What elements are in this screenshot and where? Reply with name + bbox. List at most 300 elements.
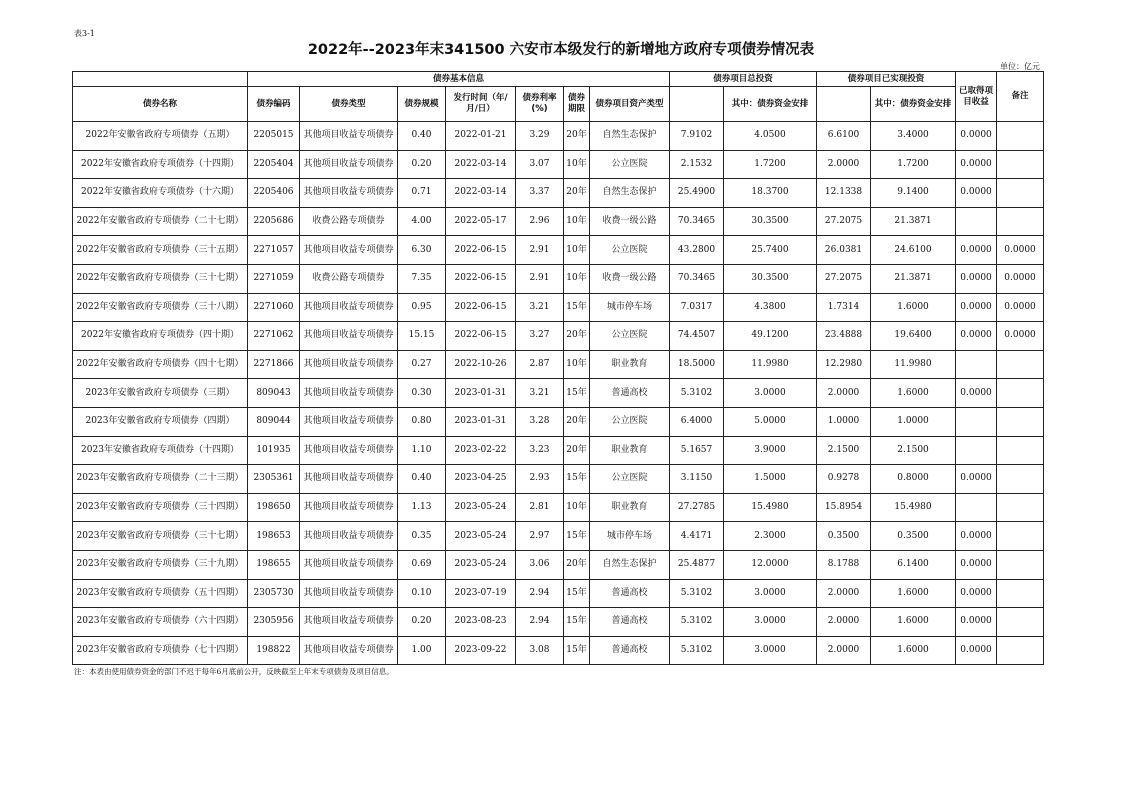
cell-name: 2023年安徽省政府专项债券（七十四期） (73, 636, 248, 665)
cell-term: 20年 (564, 122, 590, 151)
cell-code: 2305730 (248, 579, 300, 608)
cell-realized-bond: 1.7200 (871, 150, 956, 179)
table-row (73, 379, 1044, 408)
cell-remark (997, 636, 1044, 665)
cell-type: 其他项目收益专项债券 (300, 379, 398, 408)
cell-type: 其他项目收益专项债券 (300, 179, 398, 208)
bond-table (72, 71, 1044, 665)
table-row (73, 179, 1044, 208)
cell-rate: 2.91 (516, 236, 564, 265)
cell-code: 2271062 (248, 322, 300, 351)
cell-remark (997, 436, 1044, 465)
cell-term: 20年 (564, 550, 590, 579)
cell-total: 27.2785 (670, 493, 724, 522)
table-row (73, 493, 1044, 522)
cell-scale: 0.30 (398, 379, 446, 408)
cell-type: 其他项目收益专项债券 (300, 150, 398, 179)
cell-date: 2022-05-17 (446, 207, 516, 236)
cell-asset: 普通高校 (590, 579, 670, 608)
cell-rate: 3.27 (516, 322, 564, 351)
cell-scale: 1.10 (398, 436, 446, 465)
cell-remark (997, 465, 1044, 494)
cell-name: 2023年安徽省政府专项债券（五十四期） (73, 579, 248, 608)
header-term: 债券期限 (564, 87, 590, 122)
cell-term: 20年 (564, 436, 590, 465)
cell-scale: 0.20 (398, 608, 446, 637)
cell-code: 2305361 (248, 465, 300, 494)
table-row (73, 150, 1044, 179)
table-row (73, 236, 1044, 265)
cell-date: 2023-04-25 (446, 465, 516, 494)
cell-asset: 职业教育 (590, 350, 670, 379)
cell-name: 2023年安徽省政府专项债券（三十九期） (73, 550, 248, 579)
cell-date: 2023-07-19 (446, 579, 516, 608)
cell-total-bond: 1.7200 (724, 150, 817, 179)
cell-total-bond: 2.3000 (724, 522, 817, 551)
cell-rate: 3.23 (516, 436, 564, 465)
cell-income (956, 493, 997, 522)
cell-rate: 2.93 (516, 465, 564, 494)
cell-date: 2022-06-15 (446, 293, 516, 322)
cell-rate: 2.94 (516, 579, 564, 608)
cell-remark: 0.0000 (997, 264, 1044, 293)
cell-realized-bond: 2.1500 (871, 436, 956, 465)
cell-rate: 3.08 (516, 636, 564, 665)
cell-code: 198822 (248, 636, 300, 665)
cell-total: 25.4900 (670, 179, 724, 208)
cell-income: 0.0000 (956, 379, 997, 408)
cell-remark (997, 122, 1044, 151)
cell-income: 0.0000 (956, 579, 997, 608)
cell-asset: 收费一级公路 (590, 264, 670, 293)
cell-realized: 2.1500 (817, 436, 871, 465)
cell-realized-bond: 11.9980 (871, 350, 956, 379)
cell-total: 43.2800 (670, 236, 724, 265)
cell-realized-bond: 1.6000 (871, 636, 956, 665)
cell-code: 198655 (248, 550, 300, 579)
table-row (73, 436, 1044, 465)
cell-realized-bond: 0.8000 (871, 465, 956, 494)
cell-total-bond: 12.0000 (724, 550, 817, 579)
cell-remark (997, 493, 1044, 522)
cell-code: 809044 (248, 407, 300, 436)
cell-date: 2023-05-24 (446, 550, 516, 579)
cell-realized-bond: 9.1400 (871, 179, 956, 208)
cell-date: 2022-03-14 (446, 179, 516, 208)
cell-type: 其他项目收益专项债券 (300, 550, 398, 579)
cell-name: 2023年安徽省政府专项债券（二十三期） (73, 465, 248, 494)
cell-realized: 1.7314 (817, 293, 871, 322)
cell-income (956, 436, 997, 465)
cell-realized-bond: 21.3871 (871, 207, 956, 236)
cell-term: 15年 (564, 579, 590, 608)
cell-name: 2022年安徽省政府专项债券（四十七期） (73, 350, 248, 379)
cell-code: 101935 (248, 436, 300, 465)
cell-total: 5.3102 (670, 379, 724, 408)
header-realized-blank (817, 87, 871, 122)
cell-type: 其他项目收益专项债券 (300, 608, 398, 637)
cell-remark (997, 550, 1044, 579)
cell-remark (997, 179, 1044, 208)
cell-date: 2023-01-31 (446, 379, 516, 408)
header-code: 债券编码 (248, 87, 300, 122)
cell-scale: 0.20 (398, 150, 446, 179)
cell-code: 2205686 (248, 207, 300, 236)
cell-asset: 职业教育 (590, 493, 670, 522)
cell-asset: 自然生态保护 (590, 179, 670, 208)
cell-scale: 0.95 (398, 293, 446, 322)
cell-rate: 3.37 (516, 179, 564, 208)
footnote: 注：本表由使用债券资金的部门不迟于每年6月底前公开，反映截至上年末专项债券及项目信息。 (74, 667, 394, 676)
cell-realized: 27.2075 (817, 264, 871, 293)
cell-name: 2022年安徽省政府专项债券（五期） (73, 122, 248, 151)
cell-realized-bond: 15.4980 (871, 493, 956, 522)
header-total-bond-funds: 其中：债券资金安排 (724, 87, 817, 122)
document-label: 表3-1 (74, 29, 95, 38)
table-row (73, 293, 1044, 322)
cell-scale: 6.30 (398, 236, 446, 265)
cell-remark: 0.0000 (997, 322, 1044, 351)
cell-realized-bond: 1.0000 (871, 407, 956, 436)
cell-total: 7.9102 (670, 122, 724, 151)
cell-realized-bond: 19.6400 (871, 322, 956, 351)
cell-realized: 0.3500 (817, 522, 871, 551)
cell-realized: 6.6100 (817, 122, 871, 151)
cell-asset: 公立医院 (590, 236, 670, 265)
cell-total: 25.4877 (670, 550, 724, 579)
cell-asset: 普通高校 (590, 608, 670, 637)
cell-scale: 0.71 (398, 179, 446, 208)
cell-income (956, 350, 997, 379)
cell-type: 其他项目收益专项债券 (300, 636, 398, 665)
cell-income: 0.0000 (956, 522, 997, 551)
cell-rate: 3.28 (516, 407, 564, 436)
cell-term: 10年 (564, 150, 590, 179)
cell-code: 2205015 (248, 122, 300, 151)
cell-realized-bond: 21.3871 (871, 264, 956, 293)
cell-type: 其他项目收益专项债券 (300, 465, 398, 494)
cell-rate: 2.94 (516, 608, 564, 637)
header-rate: 债券利率(%) (516, 87, 564, 122)
header-asset-type: 债券项目资产类型 (590, 87, 670, 122)
header-income: 已取得项目收益 (956, 72, 997, 122)
cell-type: 其他项目收益专项债券 (300, 293, 398, 322)
cell-term: 10年 (564, 207, 590, 236)
cell-scale: 0.69 (398, 550, 446, 579)
cell-realized-bond: 24.6100 (871, 236, 956, 265)
cell-realized: 2.0000 (817, 579, 871, 608)
page-title: 2022年--2023年末341500 六安市本级发行的新增地方政府专项债券情况表 (307, 42, 815, 58)
cell-type: 其他项目收益专项债券 (300, 236, 398, 265)
table-row (73, 407, 1044, 436)
cell-total-bond: 49.1200 (724, 322, 817, 351)
cell-code: 2271866 (248, 350, 300, 379)
cell-term: 10年 (564, 264, 590, 293)
table-body (73, 122, 1044, 665)
cell-name: 2023年安徽省政府专项债券（三十四期） (73, 493, 248, 522)
header-issue-date: 发行时间（年/月/日） (446, 87, 516, 122)
cell-rate: 3.06 (516, 550, 564, 579)
cell-income: 0.0000 (956, 608, 997, 637)
cell-date: 2022-01-21 (446, 122, 516, 151)
cell-remark (997, 379, 1044, 408)
cell-rate: 2.87 (516, 350, 564, 379)
cell-income: 0.0000 (956, 322, 997, 351)
cell-realized-bond: 1.6000 (871, 579, 956, 608)
cell-date: 2023-08-23 (446, 608, 516, 637)
cell-income: 0.0000 (956, 636, 997, 665)
table-row (73, 350, 1044, 379)
cell-total: 6.4000 (670, 407, 724, 436)
cell-type: 其他项目收益专项债券 (300, 122, 398, 151)
cell-realized: 2.0000 (817, 636, 871, 665)
table-row (73, 522, 1044, 551)
cell-total: 74.4507 (670, 322, 724, 351)
cell-total-bond: 3.0000 (724, 608, 817, 637)
header-scale: 债券规模 (398, 87, 446, 122)
cell-realized-bond: 1.6000 (871, 293, 956, 322)
cell-name: 2022年安徽省政府专项债券（十四期） (73, 150, 248, 179)
table-row (73, 550, 1044, 579)
cell-remark (997, 207, 1044, 236)
cell-realized: 12.2980 (817, 350, 871, 379)
cell-remark (997, 579, 1044, 608)
cell-total-bond: 3.0000 (724, 579, 817, 608)
cell-code: 2205404 (248, 150, 300, 179)
header-type: 债券类型 (300, 87, 398, 122)
cell-scale: 0.35 (398, 522, 446, 551)
cell-realized-bond: 1.6000 (871, 608, 956, 637)
cell-realized: 26.0381 (817, 236, 871, 265)
cell-total-bond: 3.0000 (724, 379, 817, 408)
cell-type: 其他项目收益专项债券 (300, 493, 398, 522)
header-remarks: 备注 (997, 72, 1044, 122)
unit-label: 单位：亿元 (1000, 62, 1040, 71)
cell-rate: 2.81 (516, 493, 564, 522)
cell-realized-bond: 6.1400 (871, 550, 956, 579)
cell-total-bond: 15.4980 (724, 493, 817, 522)
cell-name: 2023年安徽省政府专项债券（三十七期） (73, 522, 248, 551)
cell-asset: 公立医院 (590, 465, 670, 494)
cell-date: 2023-05-24 (446, 493, 516, 522)
cell-realized: 15.8954 (817, 493, 871, 522)
cell-term: 10年 (564, 236, 590, 265)
cell-realized: 1.0000 (817, 407, 871, 436)
cell-term: 20年 (564, 407, 590, 436)
cell-remark (997, 150, 1044, 179)
cell-asset: 自然生态保护 (590, 122, 670, 151)
cell-remark: 0.0000 (997, 236, 1044, 265)
cell-asset: 公立医院 (590, 150, 670, 179)
table-row (73, 264, 1044, 293)
cell-income: 0.0000 (956, 293, 997, 322)
cell-realized: 27.2075 (817, 207, 871, 236)
cell-name: 2022年安徽省政府专项债券（三十五期） (73, 236, 248, 265)
cell-date: 2023-01-31 (446, 407, 516, 436)
cell-realized: 2.0000 (817, 608, 871, 637)
cell-name: 2022年安徽省政府专项债券（二十七期） (73, 207, 248, 236)
cell-rate: 2.96 (516, 207, 564, 236)
cell-total-bond: 25.7400 (724, 236, 817, 265)
cell-realized: 2.0000 (817, 379, 871, 408)
cell-date: 2023-02-22 (446, 436, 516, 465)
table-row (73, 636, 1044, 665)
cell-term: 15年 (564, 465, 590, 494)
cell-term: 15年 (564, 608, 590, 637)
cell-asset: 城市停车场 (590, 522, 670, 551)
cell-name: 2022年安徽省政府专项债券（四十期） (73, 322, 248, 351)
cell-term: 15年 (564, 293, 590, 322)
cell-income (956, 407, 997, 436)
cell-total-bond: 30.3500 (724, 264, 817, 293)
cell-remark (997, 407, 1044, 436)
cell-asset: 公立医院 (590, 407, 670, 436)
cell-type: 其他项目收益专项债券 (300, 350, 398, 379)
cell-realized: 8.1788 (817, 550, 871, 579)
cell-date: 2023-09-22 (446, 636, 516, 665)
cell-type: 收费公路专项债券 (300, 264, 398, 293)
table-row (73, 608, 1044, 637)
cell-total-bond: 11.9980 (724, 350, 817, 379)
cell-name: 2022年安徽省政府专项债券（十六期） (73, 179, 248, 208)
cell-remark (997, 522, 1044, 551)
cell-rate: 3.29 (516, 122, 564, 151)
header-total-investment: 债券项目总投资 (670, 72, 817, 87)
cell-type: 其他项目收益专项债券 (300, 407, 398, 436)
cell-scale: 0.40 (398, 122, 446, 151)
cell-total-bond: 1.5000 (724, 465, 817, 494)
cell-asset: 自然生态保护 (590, 550, 670, 579)
cell-scale: 0.80 (398, 407, 446, 436)
cell-total: 2.1532 (670, 150, 724, 179)
cell-realized: 2.0000 (817, 150, 871, 179)
cell-term: 20年 (564, 322, 590, 351)
cell-total-bond: 30.3500 (724, 207, 817, 236)
cell-code: 2271060 (248, 293, 300, 322)
cell-name: 2023年安徽省政府专项债券（六十四期） (73, 608, 248, 637)
cell-realized-bond: 3.4000 (871, 122, 956, 151)
cell-code: 198653 (248, 522, 300, 551)
cell-total: 70.3465 (670, 207, 724, 236)
cell-income: 0.0000 (956, 465, 997, 494)
cell-total: 70.3465 (670, 264, 724, 293)
cell-code: 2271057 (248, 236, 300, 265)
cell-rate: 2.91 (516, 264, 564, 293)
cell-type: 其他项目收益专项债券 (300, 522, 398, 551)
cell-name: 2023年安徽省政府专项债券（三期） (73, 379, 248, 408)
table-row (73, 122, 1044, 151)
cell-name: 2023年安徽省政府专项债券（四期） (73, 407, 248, 436)
cell-scale: 15.15 (398, 322, 446, 351)
cell-total: 4.4171 (670, 522, 724, 551)
cell-date: 2022-06-15 (446, 264, 516, 293)
header-realized-investment: 债券项目已实现投资 (817, 72, 956, 87)
cell-income: 0.0000 (956, 122, 997, 151)
cell-rate: 3.21 (516, 379, 564, 408)
cell-rate: 3.21 (516, 293, 564, 322)
cell-asset: 职业教育 (590, 436, 670, 465)
cell-scale: 1.13 (398, 493, 446, 522)
cell-remark: 0.0000 (997, 293, 1044, 322)
cell-remark (997, 608, 1044, 637)
cell-name: 2022年安徽省政府专项债券（三十八期） (73, 293, 248, 322)
cell-date: 2023-05-24 (446, 522, 516, 551)
cell-scale: 7.35 (398, 264, 446, 293)
header-basic-info: 债券基本信息 (248, 72, 670, 87)
cell-income: 0.0000 (956, 264, 997, 293)
cell-name: 2022年安徽省政府专项债券（三十七期） (73, 264, 248, 293)
cell-code: 2205406 (248, 179, 300, 208)
header-realized-bond-funds: 其中：债券资金安排 (871, 87, 956, 122)
cell-code: 2271059 (248, 264, 300, 293)
cell-asset: 公立医院 (590, 322, 670, 351)
cell-total: 18.5000 (670, 350, 724, 379)
table-row (73, 579, 1044, 608)
cell-total: 5.3102 (670, 608, 724, 637)
cell-term: 15年 (564, 636, 590, 665)
cell-term: 10年 (564, 350, 590, 379)
cell-date: 2022-10-26 (446, 350, 516, 379)
cell-asset: 普通高校 (590, 379, 670, 408)
cell-scale: 1.00 (398, 636, 446, 665)
table-row (73, 465, 1044, 494)
cell-code: 809043 (248, 379, 300, 408)
cell-total: 3.1150 (670, 465, 724, 494)
cell-scale: 4.00 (398, 207, 446, 236)
cell-income: 0.0000 (956, 179, 997, 208)
cell-name: 2023年安徽省政府专项债券（十四期） (73, 436, 248, 465)
cell-type: 收费公路专项债券 (300, 207, 398, 236)
cell-realized-bond: 0.3500 (871, 522, 956, 551)
cell-type: 其他项目收益专项债券 (300, 322, 398, 351)
cell-total-bond: 18.3700 (724, 179, 817, 208)
cell-asset: 城市停车场 (590, 293, 670, 322)
cell-rate: 3.07 (516, 150, 564, 179)
cell-total-bond: 3.9000 (724, 436, 817, 465)
cell-total-bond: 5.0000 (724, 407, 817, 436)
cell-total: 5.1657 (670, 436, 724, 465)
cell-term: 20年 (564, 179, 590, 208)
cell-scale: 0.10 (398, 579, 446, 608)
cell-scale: 0.40 (398, 465, 446, 494)
cell-remark (997, 350, 1044, 379)
cell-code: 2305956 (248, 608, 300, 637)
cell-type: 其他项目收益专项债券 (300, 579, 398, 608)
cell-scale: 0.27 (398, 350, 446, 379)
header-name: 债券名称 (73, 87, 248, 122)
cell-rate: 2.97 (516, 522, 564, 551)
cell-total-bond: 3.0000 (724, 636, 817, 665)
cell-type: 其他项目收益专项债券 (300, 436, 398, 465)
table-row (73, 322, 1044, 351)
cell-realized: 0.9278 (817, 465, 871, 494)
cell-income: 0.0000 (956, 236, 997, 265)
cell-term: 10年 (564, 493, 590, 522)
table-row (73, 207, 1044, 236)
cell-date: 2022-06-15 (446, 236, 516, 265)
cell-date: 2022-03-14 (446, 150, 516, 179)
cell-income: 0.0000 (956, 550, 997, 579)
cell-asset: 收费一级公路 (590, 207, 670, 236)
cell-realized: 23.4888 (817, 322, 871, 351)
cell-total: 7.0317 (670, 293, 724, 322)
cell-total: 5.3102 (670, 636, 724, 665)
header-empty (73, 72, 248, 87)
cell-total-bond: 4.3800 (724, 293, 817, 322)
cell-income (956, 207, 997, 236)
cell-term: 15年 (564, 379, 590, 408)
cell-asset: 普通高校 (590, 636, 670, 665)
